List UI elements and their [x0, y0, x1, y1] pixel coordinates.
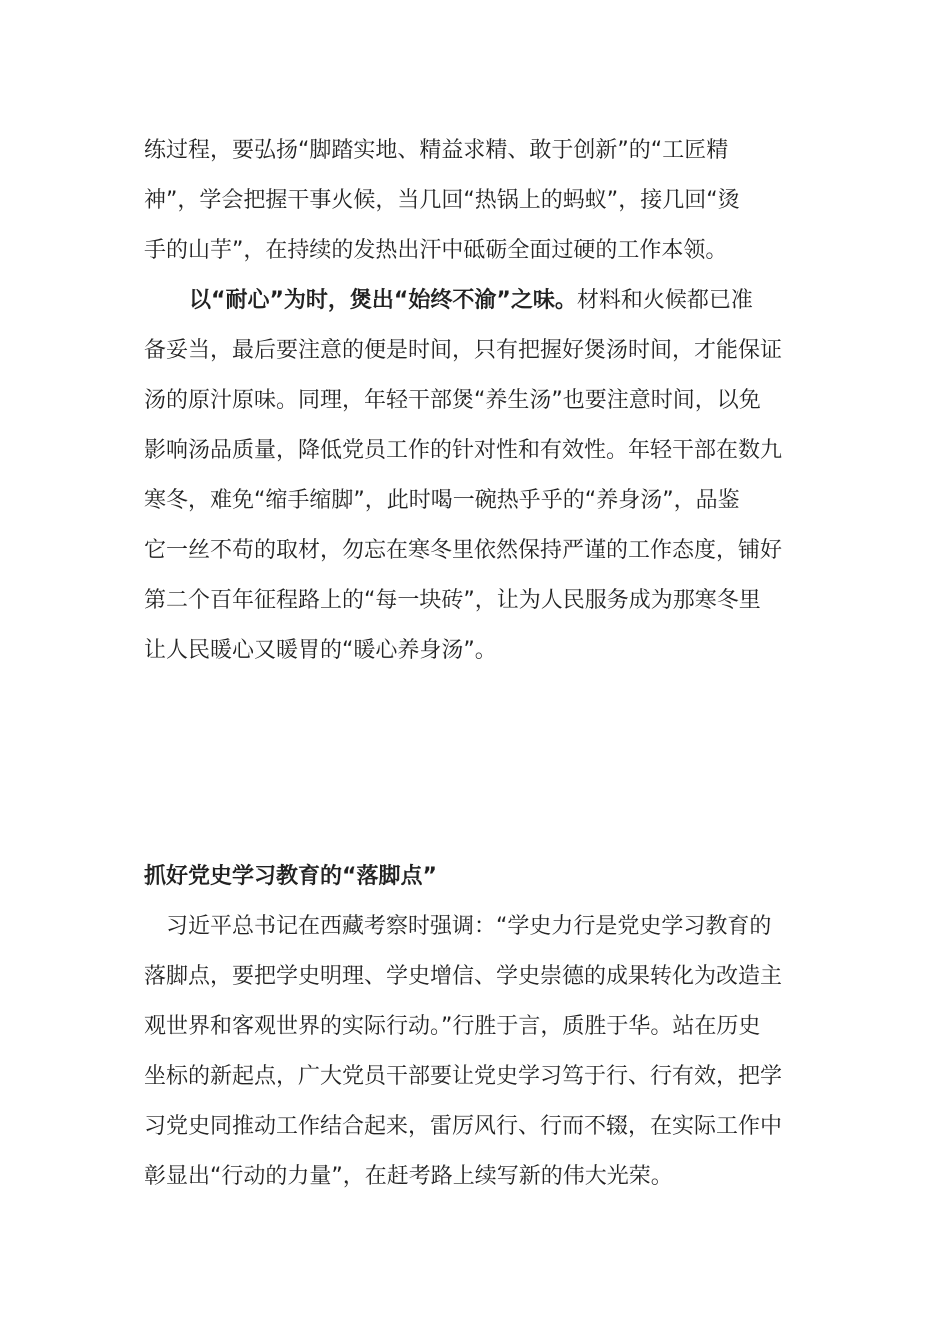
- paragraph-line: 它一丝不苟的取材，勿忘在寒冬里依然保持严谨的工作态度，铺好: [144, 538, 783, 563]
- paragraph-line: 影响汤品质量，降低党员工作的针对性和有效性。年轻干部在数九: [144, 438, 783, 463]
- paragraph-line: 彰显出“行动的力量”，在赶考路上续写新的伟大光荣。: [144, 1164, 673, 1189]
- paragraph-line: 坐标的新起点，广大党员干部要让党史学习笃于行、行有效，把学: [144, 1064, 783, 1089]
- paragraph-line: 寒冬，难免“缩手缩脚”，此时喝一碗热乎乎的“养身汤”，品鉴: [144, 488, 740, 513]
- paragraph-text: 材料和火候都已准: [576, 288, 753, 313]
- paragraph-line: 落脚点，要把学史明理、学史增信、学史崇德的成果转化为改造主: [144, 964, 783, 989]
- section-title: 抓好党史学习教育的“落脚点”: [144, 864, 437, 889]
- paragraph-line: 手的山芋”，在持续的发热出汗中砥砺全面过硬的工作本领。: [144, 238, 728, 263]
- paragraph-line: 第二个百年征程路上的“每一块砖”，让为人民服务成为那寒冬里: [144, 588, 761, 613]
- paragraph-line: 观世界和客观世界的实际行动。”行胜于言，质胜于华。站在历史: [144, 1014, 761, 1039]
- paragraph-lead-heading: 以“耐心”为时，煲出“始终不渝”之味。: [189, 288, 577, 313]
- paragraph-line: 汤的原汁原味。同理，年轻干部煲“养生汤”也要注意时间，以免: [144, 388, 761, 413]
- paragraph-line: 备妥当，最后要注意的便是时间，只有把握好煲汤时间，才能保证: [144, 338, 783, 363]
- paragraph-line: 神”，学会把握干事火候，当几回“热锅上的蚂蚁”，接几回“烫: [144, 188, 740, 213]
- paragraph-line: 习党史同推动工作结合起来，雷厉风行、行而不辍，在实际工作中: [144, 1114, 783, 1139]
- paragraph-line: 让人民暖心又暖胃的“暖心养身汤”。: [144, 638, 497, 663]
- paragraph-first-line: [189, 286, 806, 316]
- paragraph-line: 练过程，要弘扬“脚踏实地、精益求精、敢于创新”的“工匠精: [144, 138, 729, 163]
- paragraph-first-line: 习近平总书记在西藏考察时强调：“学史力行是党史学习教育的: [166, 914, 772, 939]
